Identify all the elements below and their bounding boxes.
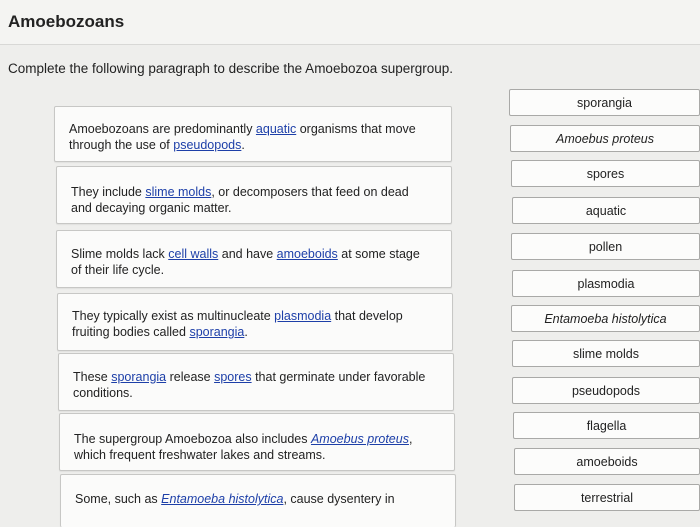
instructions-text: Complete the following paragraph to describe the Amoebozoa supergroup. <box>8 61 454 76</box>
filled-blank[interactable]: Amoebus proteus <box>310 432 409 446</box>
sentence-card-3 <box>56 230 452 288</box>
text-fragment: Slime molds lack <box>71 247 169 261</box>
filled-blank[interactable]: sporangia <box>111 370 167 384</box>
text-fragment: fruiting bodies called <box>72 325 190 339</box>
text-fragment: The supergroup Amoebozoa also includes <box>74 432 311 446</box>
filled-blank[interactable]: amoeboids <box>276 247 338 261</box>
filled-blank[interactable]: slime molds <box>145 185 212 199</box>
filled-blank[interactable]: aquatic <box>255 122 297 136</box>
option-pollen[interactable]: pollen <box>511 233 700 260</box>
text-fragment: and decaying organic matter. <box>71 201 232 215</box>
sentence-card-2 <box>56 166 452 224</box>
text-fragment: , <box>408 432 413 446</box>
sentence-text <box>71 184 437 216</box>
text-fragment: conditions. <box>73 386 133 400</box>
text-fragment: . <box>244 325 248 339</box>
text-fragment: organisms that move <box>296 122 416 136</box>
sentence-card-1 <box>54 106 452 162</box>
filled-blank[interactable]: pseudopods <box>173 138 242 152</box>
text-fragment: and have <box>218 247 277 261</box>
text-fragment: which frequent freshwater lakes and streams. <box>74 448 326 462</box>
option-terrestrial[interactable]: terrestrial <box>514 484 700 511</box>
text-fragment: . <box>241 138 245 152</box>
sentence-text <box>69 121 437 153</box>
option-amoebus-proteus[interactable]: Amoebus proteus <box>510 125 700 152</box>
option-plasmodia[interactable]: plasmodia <box>512 270 700 297</box>
text-fragment: , or decomposers that feed on dead <box>211 185 409 199</box>
text-fragment: of their life cycle. <box>71 263 165 277</box>
text-fragment: at some stage <box>337 247 420 261</box>
option-sporangia[interactable]: sporangia <box>509 89 700 116</box>
header-bar <box>0 0 700 45</box>
sentence-text <box>71 246 437 278</box>
text-fragment: Some, such as <box>75 492 162 506</box>
sentence-card-4 <box>57 293 453 351</box>
sentence-text <box>75 491 441 507</box>
filled-blank[interactable]: Entamoeba histolytica <box>161 492 284 506</box>
filled-blank[interactable]: sporangia <box>189 325 245 339</box>
filled-blank[interactable]: plasmodia <box>274 309 332 323</box>
sentence-card-5 <box>58 353 454 411</box>
option-amoeboids[interactable]: amoeboids <box>514 448 700 475</box>
text-fragment: Amoebozoans are predominantly <box>69 122 256 136</box>
sentence-text <box>72 308 438 340</box>
option-entamoeba-histolytica[interactable]: Entamoeba histolytica <box>511 305 700 332</box>
page-title: Amoebozoans <box>8 12 125 31</box>
text-fragment: They include <box>71 185 146 199</box>
text-fragment: release <box>166 370 215 384</box>
option-flagella[interactable]: flagella <box>513 412 700 439</box>
option-pseudopods[interactable]: pseudopods <box>512 377 700 404</box>
text-fragment: These <box>73 370 112 384</box>
text-fragment: , cause dysentery in <box>283 492 395 506</box>
option-aquatic[interactable]: aquatic <box>512 197 700 224</box>
filled-blank[interactable]: spores <box>214 370 252 384</box>
filled-blank[interactable]: cell walls <box>168 247 219 261</box>
text-fragment: that germinate under favorable <box>251 370 426 384</box>
sentence-text <box>73 369 439 401</box>
sentence-card-7 <box>60 474 456 527</box>
text-fragment: through the use of <box>69 138 174 152</box>
text-fragment: They typically exist as multinucleate <box>72 309 275 323</box>
sentence-text <box>74 431 440 463</box>
option-slime-molds[interactable]: slime molds <box>512 340 700 367</box>
sentence-card-6 <box>59 413 455 471</box>
text-fragment: that develop <box>331 309 403 323</box>
option-spores[interactable]: spores <box>511 160 700 187</box>
